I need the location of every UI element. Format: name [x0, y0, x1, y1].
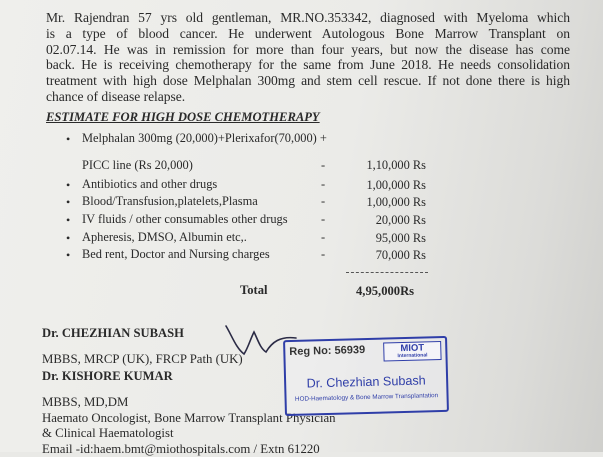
bullet-icon: •	[66, 248, 71, 262]
logo-text: MIOT	[400, 342, 425, 355]
estimate-item-label: Antibiotics and other drugs	[82, 177, 218, 191]
estimate-item-label: Apheresis, DMSO, Albumin etc,.	[82, 230, 247, 244]
paragraph-line: back. He is receiving chemotherapy for the same from June 2018. He needs consolidation	[46, 57, 570, 73]
dash-separator: -	[321, 177, 326, 191]
paragraph-line: is a type of blood cancer. He underwent Autologous Bone Marrow Transplant on	[46, 25, 570, 41]
estimate-heading: ESTIMATE FOR HIGH DOSE CHEMOTHERAPY	[46, 110, 320, 124]
doctor-stamp	[283, 336, 449, 416]
stamp-reg-number: Reg No: 56939	[289, 344, 366, 358]
paragraph-line: Mr. Rajendran 57 yrs old gentleman, MR.NO.353342, diagnosed with Myeloma which	[46, 10, 570, 25]
dash-separator: -	[321, 247, 326, 261]
total-label: Total	[240, 283, 268, 297]
case-summary-paragraph	[46, 10, 570, 105]
bullet-icon: •	[66, 231, 71, 245]
total-amount: 4,95,000Rs	[356, 284, 415, 298]
bullet-icon: •	[66, 132, 71, 146]
estimate-item-label: Melphalan 300mg (20,000)+Plerixafor(70,000) +	[82, 131, 327, 145]
stamp-department: HOD-Haematology & Bone Marrow Transplantation	[294, 392, 439, 403]
signatory1-name: Dr. CHEZHIAN SUBASH	[42, 326, 184, 340]
total-divider	[346, 272, 428, 273]
signatory1-qualifications: MBBS, MRCP (UK), FRCP Path (UK)	[42, 352, 243, 366]
estimate-item-amount: 20,000 Rs	[375, 213, 426, 227]
estimate-item-amount: 1,00,000 Rs	[366, 195, 426, 209]
signatory2-role: & Clinical Haematologist	[42, 426, 174, 440]
signatory2-qualifications: MBBS, MD,DM	[42, 395, 129, 409]
miot-logo	[383, 341, 441, 362]
dash-separator: -	[321, 230, 326, 244]
signatory2-role: Haemato Oncologist, Bone Marrow Transplant Physician	[42, 411, 336, 425]
signatory2-email: Email -id:haem.bmt@miothospitals.com / Extn 61220	[42, 442, 320, 456]
signatory2-name: Dr. KISHORE KUMAR	[42, 369, 173, 383]
bullet-icon: •	[66, 195, 71, 209]
estimate-item-amount: 1,10,000 Rs	[366, 158, 426, 172]
estimate-item-amount: 70,000 Rs	[375, 248, 426, 262]
estimate-item-label: IV fluids / other consumables other drugs	[82, 212, 288, 226]
estimate-item-label: Blood/Transfusion,platelets,Plasma	[82, 194, 258, 208]
estimate-item-label: Bed rent, Doctor and Nursing charges	[82, 247, 270, 261]
dash-separator: -	[321, 212, 326, 226]
estimate-item-amount: 1,00,000 Rs	[366, 178, 426, 192]
logo-subtext: International	[397, 352, 428, 360]
paragraph-line: chance of disease relapse.	[46, 88, 186, 104]
bullet-icon: •	[66, 213, 71, 227]
bullet-icon: •	[66, 178, 71, 192]
dash-separator: -	[321, 194, 326, 208]
dash-separator: -	[321, 158, 326, 172]
estimate-item-label: PICC line (Rs 20,000)	[82, 158, 193, 172]
paragraph-line: treatment with high dose Melphalan 300mg and stem cell rescue. If not done there is high	[46, 73, 570, 89]
estimate-item-amount: 95,000 Rs	[375, 231, 426, 245]
paragraph-line: 02.07.14. He was in remission for more than four years, but now the disease has come	[46, 41, 570, 57]
stamp-doctor-name: Dr. Chezhian Subash	[306, 373, 426, 391]
